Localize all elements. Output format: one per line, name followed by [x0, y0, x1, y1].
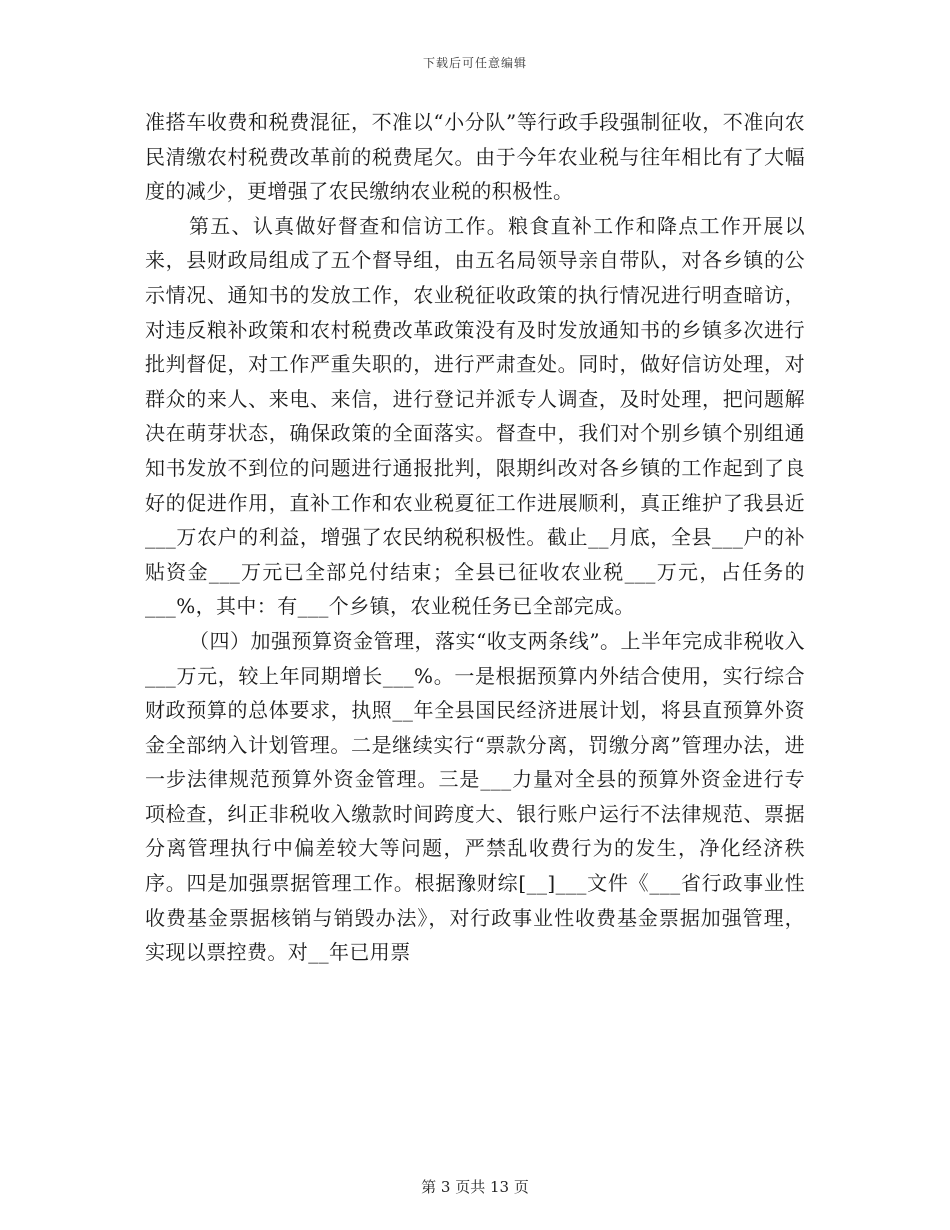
page-footer: 第 3 页共 13 页	[421, 1178, 529, 1196]
document-body	[145, 105, 805, 970]
paragraph-3: （四）加强预算资金管理，落实“收支两条线”。上半年完成非税收入___万元，较上年同期增长___%。一是根据预算内外结合使用，实行综合财政预算的总体要求，执照__年全县国民经济进展计划，将县直预算外资金全部纳入计划管理。二是继续实行“票款分离，罚缴分离”管理办法，进一步法律规范预算外资金管理。三是___力量对全县的预算外资金进行专项检查，纠正非税收入缴款时间跨度大、银行账户运行不法律规范、票据分离管理执行中偏差较大等问题，严禁乱收费行为的发生，净化经济秩序。四是加强票据管理工作。根据豫财综[__]___文件《___省行政事业性收费基金票据核销与销毁办法》，对行政事业性收费基金票据加强管理，实现以票控费。对__年已用票	[145, 628, 805, 965]
paragraph-1: 准搭车收费和税费混征，不准以“小分队”等行政手段强制征收，不准向农民清缴农村税费改革前的税费尾欠。由于今年农业税与往年相比有了大幅度的减少，更增强了农民缴纳农业税的积极性。	[145, 110, 805, 204]
page-header: 下载后可任意编辑	[422, 56, 527, 70]
paragraph-2: 第五、认真做好督查和信访工作。粮食直补工作和降点工作开展以来，县财政局组成了五个督导组，由五名局领导亲自带队，对各乡镇的公示情况、通知书的发放工作，农业税征收政策的执行情况进行明查暗访，对违反粮补政策和农村税费改革政策没有及时发放通知书的乡镇多次进行批判督促，对工作严重失职的，进行严肃查处。同时，做好信访处理，对群众的来人、来电、来信，进行登记并派专人调查，及时处理，把问题解决在萌芽状态，确保政策的全面落实。督查中，我们对个别乡镇个别组通知书发放不到位的问题进行通报批判，限期纠改对各乡镇的工作起到了良好的促进作用，直补工作和农业税夏征工作进展顺利，真正维护了我县近___万农户的利益，增强了农民纳税积极性。截止__月底，全县___户的补贴资金___万元已全部兑付结束；全县已征收农业税___万元，占任务的___%，其中：有___个乡镇，农业税任务已全部完成。	[145, 213, 805, 619]
